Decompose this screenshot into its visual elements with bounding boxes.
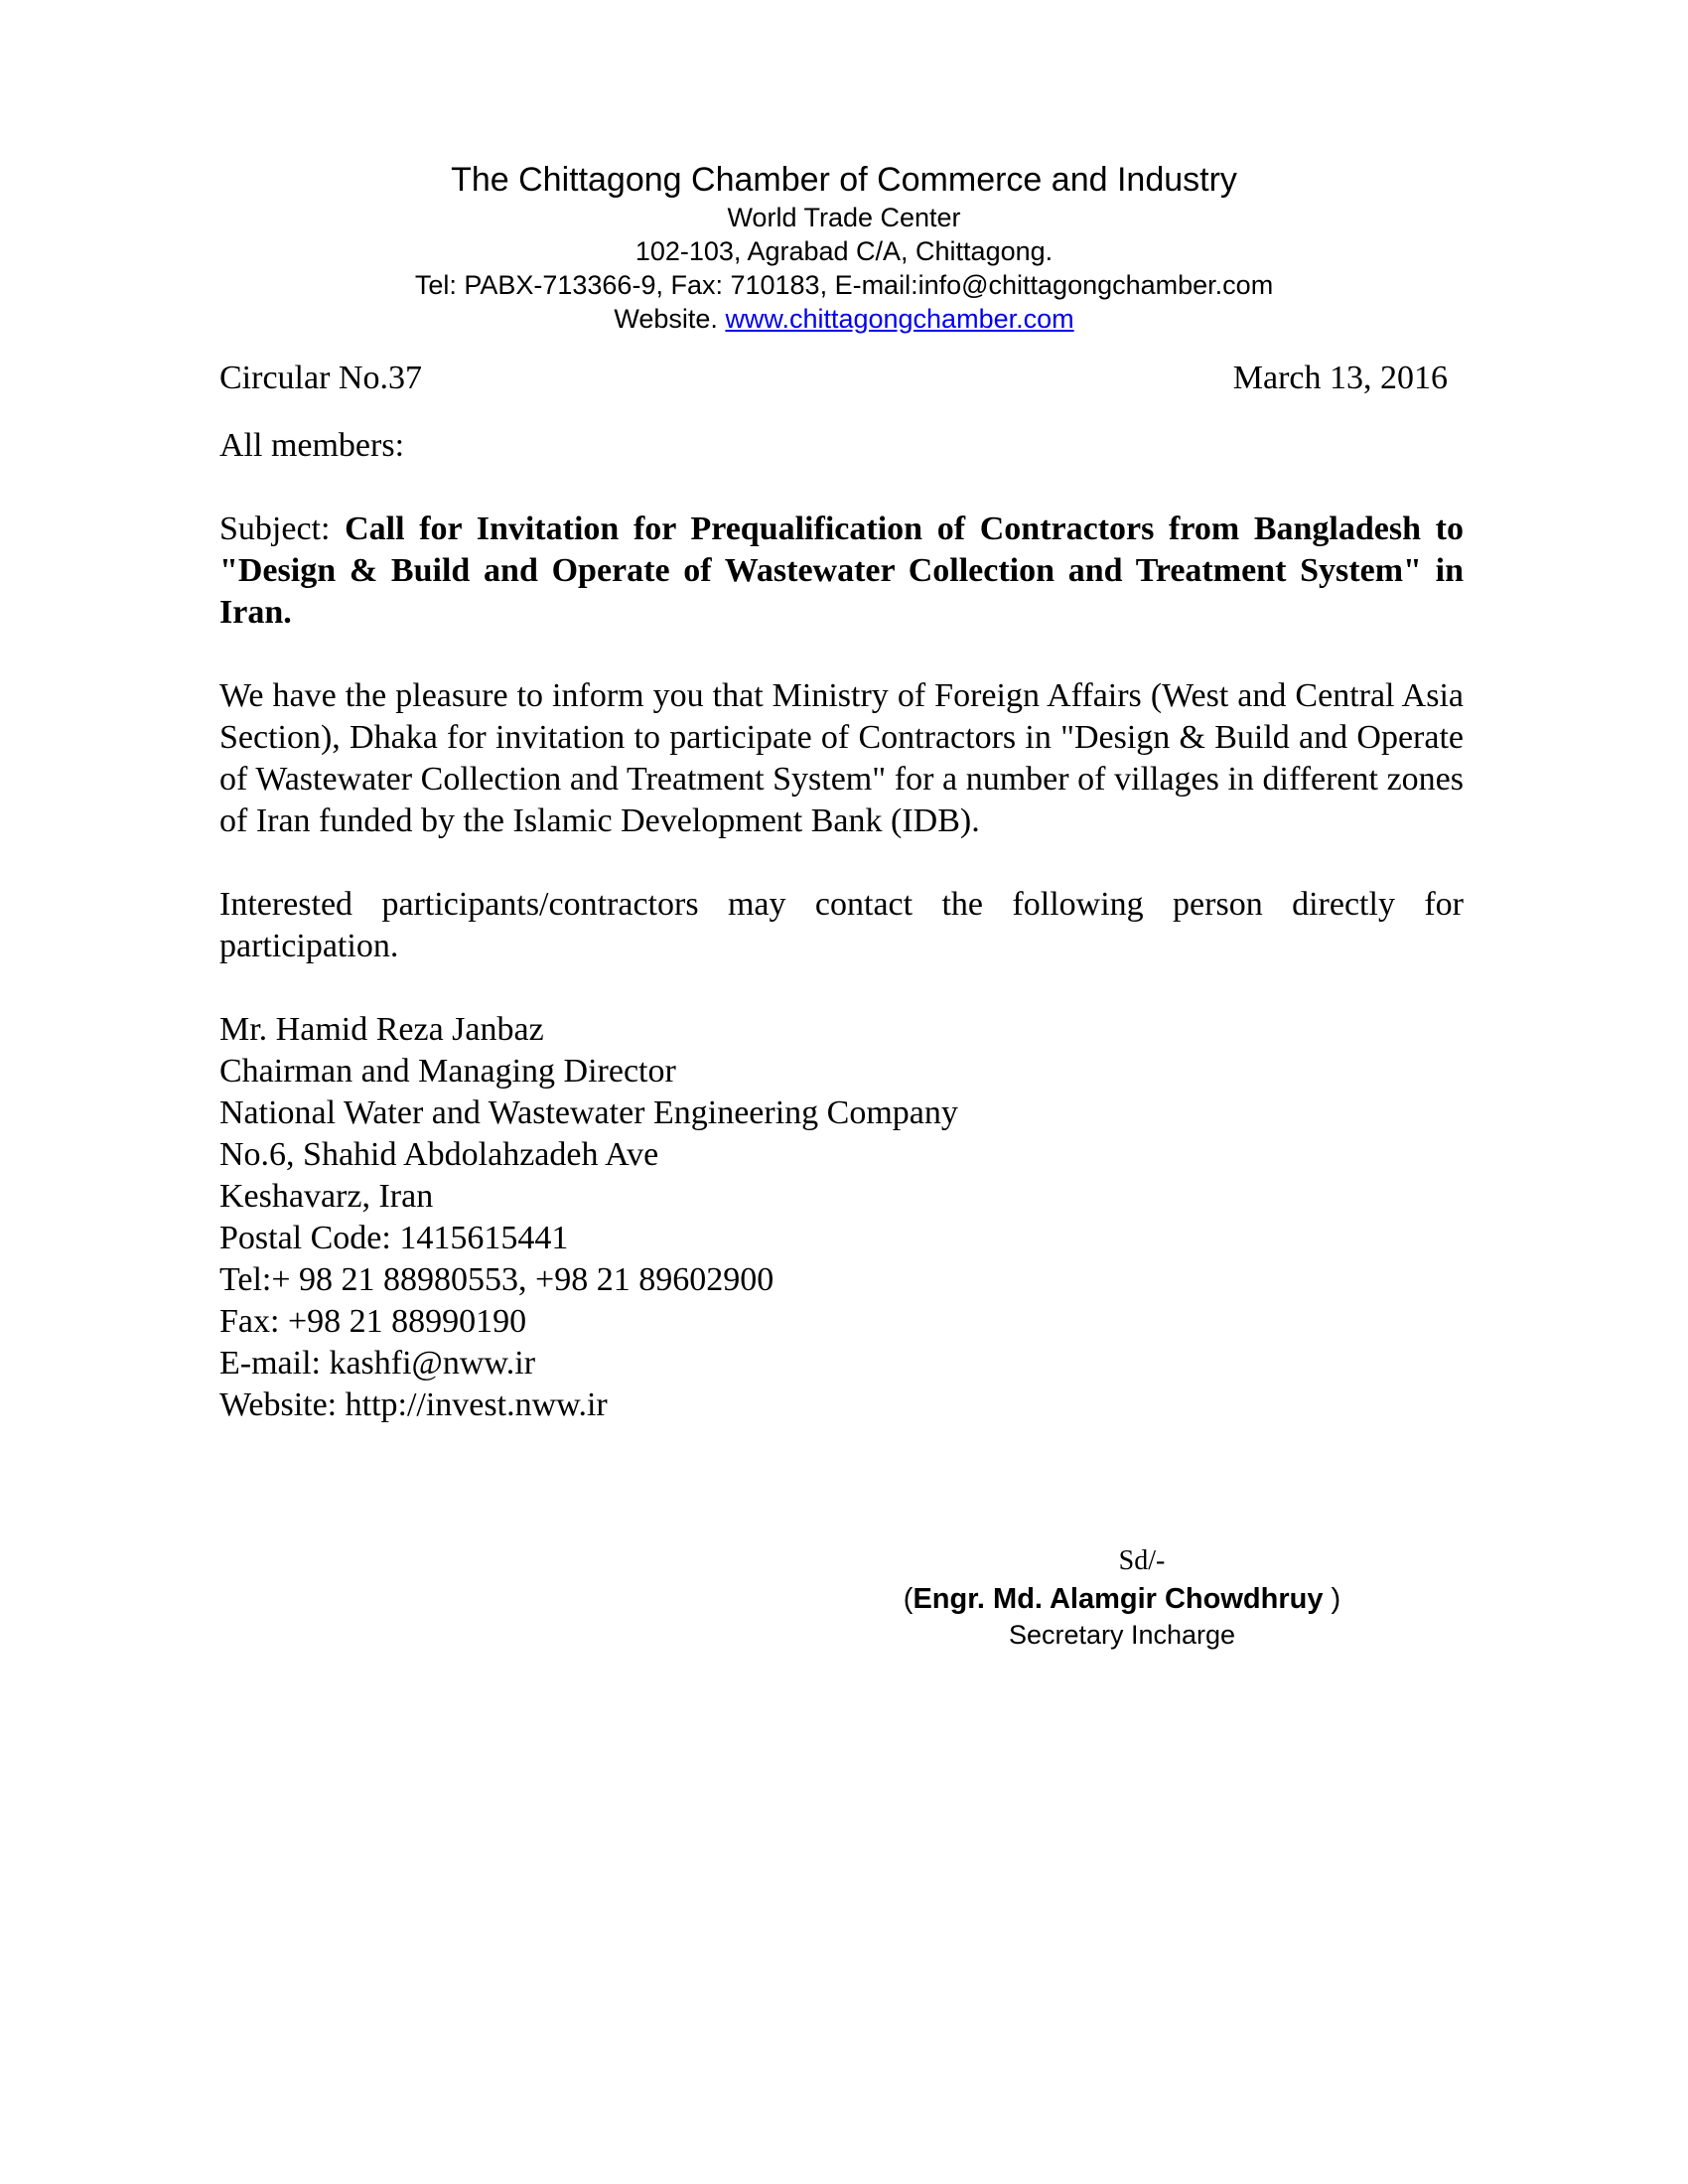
contact-city: Keshavarz, Iran [219, 1178, 434, 1215]
contact-postal: Postal Code: 1415615441 [219, 1220, 569, 1256]
letterhead [0, 159, 1688, 336]
paragraph-contact-instruction: Interested participants/contractors may contact the following person directly for participation. [219, 886, 1464, 964]
signature-sd: Sd/- [1118, 1545, 1166, 1576]
circular-number: Circular No.37 [219, 360, 422, 396]
website-link[interactable]: www.chittagongchamber.com [725, 304, 1074, 334]
salutation: All members: [219, 427, 405, 464]
contact-street: No.6, Shahid Abdolahzadeh Ave [219, 1136, 659, 1173]
contact-tel: Tel:+ 98 21 88980553, +98 21 89602900 [219, 1261, 774, 1298]
contact-position: Chairman and Managing Director [219, 1053, 676, 1090]
open-paren: ( [903, 1583, 914, 1615]
circular-ref-row [219, 358, 1448, 399]
website-prefix: Website. [614, 304, 726, 334]
close-paren: ) [1323, 1583, 1341, 1615]
subject-label: Subject: [219, 510, 346, 547]
organization-name: The Chittagong Chamber of Commerce and Industry [451, 161, 1237, 199]
contact-name: Mr. Hamid Reza Janbaz [219, 1011, 544, 1048]
contact-website: Website: http://invest.nww.ir [219, 1386, 608, 1423]
subject-text: Call for Invitation for Prequalification of Contractors from Bangladesh to "Design & Build and Operate of Wastewater Collection and Treatment System" in Iran. [219, 510, 1464, 631]
signatory-name-line [874, 1580, 1370, 1618]
contact-block [219, 1009, 1464, 1426]
contact-email: E-mail: kashfi@nww.ir [219, 1345, 536, 1382]
circular-date: March 13, 2016 [1232, 360, 1448, 396]
website-line [0, 302, 1688, 336]
signature-block [874, 1542, 1370, 1652]
contact-line: Tel: PABX-713366-9, Fax: 710183, E-mail:info@chittagongchamber.com [414, 270, 1274, 300]
signatory-title: Secretary Incharge [1008, 1620, 1236, 1650]
paragraph-invitation: We have the pleasure to inform you that Ministry of Foreign Affairs (West and Central Asia Section), Dhaka for invitation to participate of Contractors in "Design & Build and Operate of Wastewater Collection and Treatment System" for a number of villages in different zones of Iran funded by the Islamic Development Bank (IDB). [219, 677, 1464, 839]
building-name: World Trade Center [727, 203, 961, 232]
address: 102-103, Agrabad C/A, Chittagong. [634, 236, 1054, 266]
contact-company: National Water and Wastewater Engineering Company [219, 1094, 958, 1131]
subject [219, 509, 1464, 634]
contact-fax: Fax: +98 21 88990190 [219, 1303, 527, 1340]
signatory-name: Engr. Md. Alamgir Chowdhruy [913, 1583, 1324, 1615]
